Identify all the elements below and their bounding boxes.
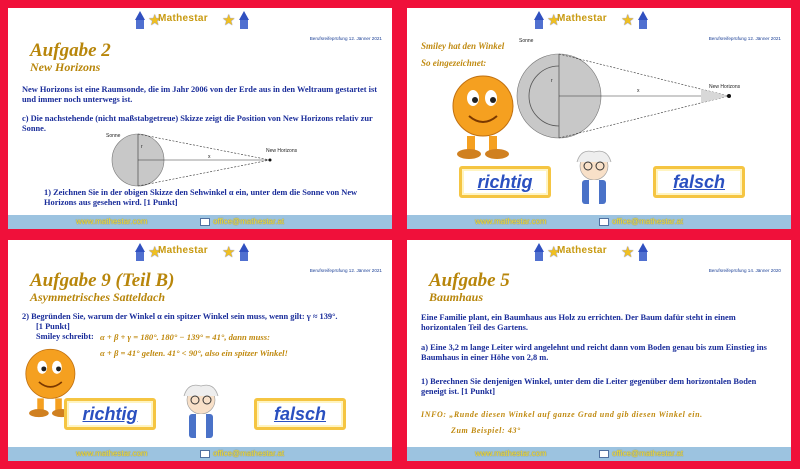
task-subtitle: Asymmetrisches Satteldach	[30, 290, 165, 304]
star-icon: ★	[621, 245, 635, 261]
website-link[interactable]: www.mathestar.com	[76, 449, 148, 458]
x-label: x	[637, 88, 640, 94]
probe-label: New Horizons	[709, 84, 741, 90]
smiley-label: Smiley schreibt:	[36, 332, 94, 341]
falsch-label: falsch	[273, 403, 327, 424]
slide-aufgabe-9	[8, 240, 392, 461]
exam-label: Berufsreifeprüfung 14. Jänner 2020	[708, 268, 781, 273]
task-paragraph: a) Eine 3,2 m lange Leiter wird angelehnt und reicht dann vom Boden genau bis zum Einstieg ins Baumhaus in einer Höhe von 2,8 m.	[421, 343, 767, 362]
footer	[407, 447, 791, 461]
star-icon: ★	[148, 13, 162, 29]
star-icon: ★	[222, 13, 236, 29]
wizard-icon	[637, 243, 649, 261]
sun-probe-sketch	[515, 46, 775, 144]
mathestar-logo: Mathestar	[158, 245, 208, 256]
mathestar-banner	[407, 243, 791, 263]
task-title: Aufgabe 9 (Teil B)	[30, 270, 175, 291]
envelope-icon	[599, 218, 609, 226]
smiley-intro-2: So eingezeichnet:	[421, 58, 487, 68]
website-link[interactable]: www.mathestar.com	[475, 217, 547, 226]
professor-character-icon	[569, 148, 619, 210]
falsch-button[interactable]	[653, 166, 745, 198]
mathestar-logo: Mathestar	[158, 13, 208, 24]
smiley-character-icon	[449, 72, 521, 160]
task-question: 1) Zeichnen Sie in der obigen Skizze den Sehwinkel α ein, unter dem die Sonne von New Horizons aus gesehen wird. [1 Punkt]	[44, 188, 358, 207]
falsch-button[interactable]	[254, 398, 346, 430]
website-link[interactable]: www.mathestar.com	[76, 217, 148, 226]
wizard-icon	[134, 11, 146, 29]
wizard-icon	[238, 243, 250, 261]
exam-label: Berufsreifeprüfung 12. Jänner 2021	[708, 36, 781, 41]
envelope-icon	[200, 218, 210, 226]
mathestar-banner	[8, 11, 392, 31]
sun-label: Sonne	[106, 133, 121, 139]
task-title: Aufgabe 2	[30, 40, 111, 61]
mathestar-banner	[8, 243, 392, 263]
task-paragraph: New Horizons ist eine Raumsonde, die im Jahr 2006 von der Erde aus in den Weltraum gestartet ist und immer noch unterwegs ist.	[22, 85, 377, 104]
richtig-button[interactable]	[459, 166, 551, 198]
mathestar-logo: Mathestar	[557, 13, 607, 24]
envelope-icon	[599, 450, 609, 458]
star-icon: ★	[222, 245, 236, 261]
task-subtitle: New Horizons	[30, 60, 101, 74]
email-link[interactable]: office@mathestar.at	[612, 449, 684, 458]
task-subtitle: Baumhaus	[429, 290, 484, 304]
wizard-icon	[637, 11, 649, 29]
footer	[8, 215, 392, 229]
info-hint: INFO: „Runde diesen Winkel auf ganze Grad und gib diesen Winkel ein.	[421, 410, 703, 419]
star-icon: ★	[621, 13, 635, 29]
email-link[interactable]: office@mathestar.at	[213, 217, 285, 226]
r-label: r	[141, 144, 143, 150]
footer	[407, 215, 791, 229]
star-icon: ★	[547, 245, 561, 261]
smiley-intro: Smiley hat den Winkel	[421, 41, 505, 51]
probe-label: New Horizons	[266, 148, 298, 154]
email-link[interactable]: office@mathestar.at	[213, 449, 285, 458]
mathestar-logo: Mathestar	[557, 245, 607, 256]
slide-aufgabe-5	[407, 240, 791, 461]
richtig-label: richtig	[82, 403, 138, 424]
r-label: r	[551, 78, 553, 84]
footer	[8, 447, 392, 461]
task-title: Aufgabe 5	[429, 270, 510, 291]
wizard-icon	[533, 243, 545, 261]
star-icon: ★	[148, 245, 162, 261]
exam-label: Berufsreifeprüfung 12. Jänner 2021	[309, 36, 382, 41]
star-icon: ★	[547, 13, 561, 29]
falsch-label: falsch	[672, 171, 726, 192]
sun-label: Sonne	[519, 38, 534, 44]
formula-line-2: α + β = 41° gelten. 41° < 90°, also ein spitzer Winkel!	[100, 348, 288, 358]
email-link[interactable]: office@mathestar.at	[612, 217, 684, 226]
website-link[interactable]: www.mathestar.com	[475, 449, 547, 458]
task-question: 1) Berechnen Sie denjenigen Winkel, unter dem die Leiter gegenüber dem horizontalen Boden geneigt ist. [1 Punkt]	[421, 377, 757, 396]
wizard-icon	[134, 243, 146, 261]
formula-line-1: α + β + γ = 180°. 180° − 139° = 41°, dann muss:	[100, 332, 270, 342]
wizard-icon	[533, 11, 545, 29]
richtig-label: richtig	[477, 171, 533, 192]
mathestar-banner	[407, 11, 791, 31]
task-paragraph: Eine Familie plant, ein Baumhaus aus Holz zu errichten. Der Baum dafür steht in einem horizontalen Teil des Gartens.	[421, 313, 736, 332]
task-paragraph: c) Die nachstehende (nicht maßstabgetreue) Skizze zeigt die Position von New Horizons relativ zur Sonne.	[22, 114, 373, 133]
slide-smiley-angle	[407, 8, 791, 229]
task-points: [1 Punkt]	[36, 322, 70, 331]
task-question: 2) Begründen Sie, warum der Winkel α ein spitzer Winkel sein muss, wenn gilt: γ ≈ 139°.	[22, 312, 338, 321]
exam-label: Berufsreifeprüfung 12. Jänner 2021	[309, 268, 382, 273]
wizard-icon	[238, 11, 250, 29]
slide-aufgabe-2	[8, 8, 392, 229]
sun-probe-sketch	[100, 132, 296, 190]
envelope-icon	[200, 450, 210, 458]
x-label: x	[208, 154, 211, 160]
professor-character-icon	[176, 382, 226, 444]
richtig-button[interactable]	[64, 398, 156, 430]
example-hint: Zum Beispiel: 43°	[451, 426, 521, 435]
